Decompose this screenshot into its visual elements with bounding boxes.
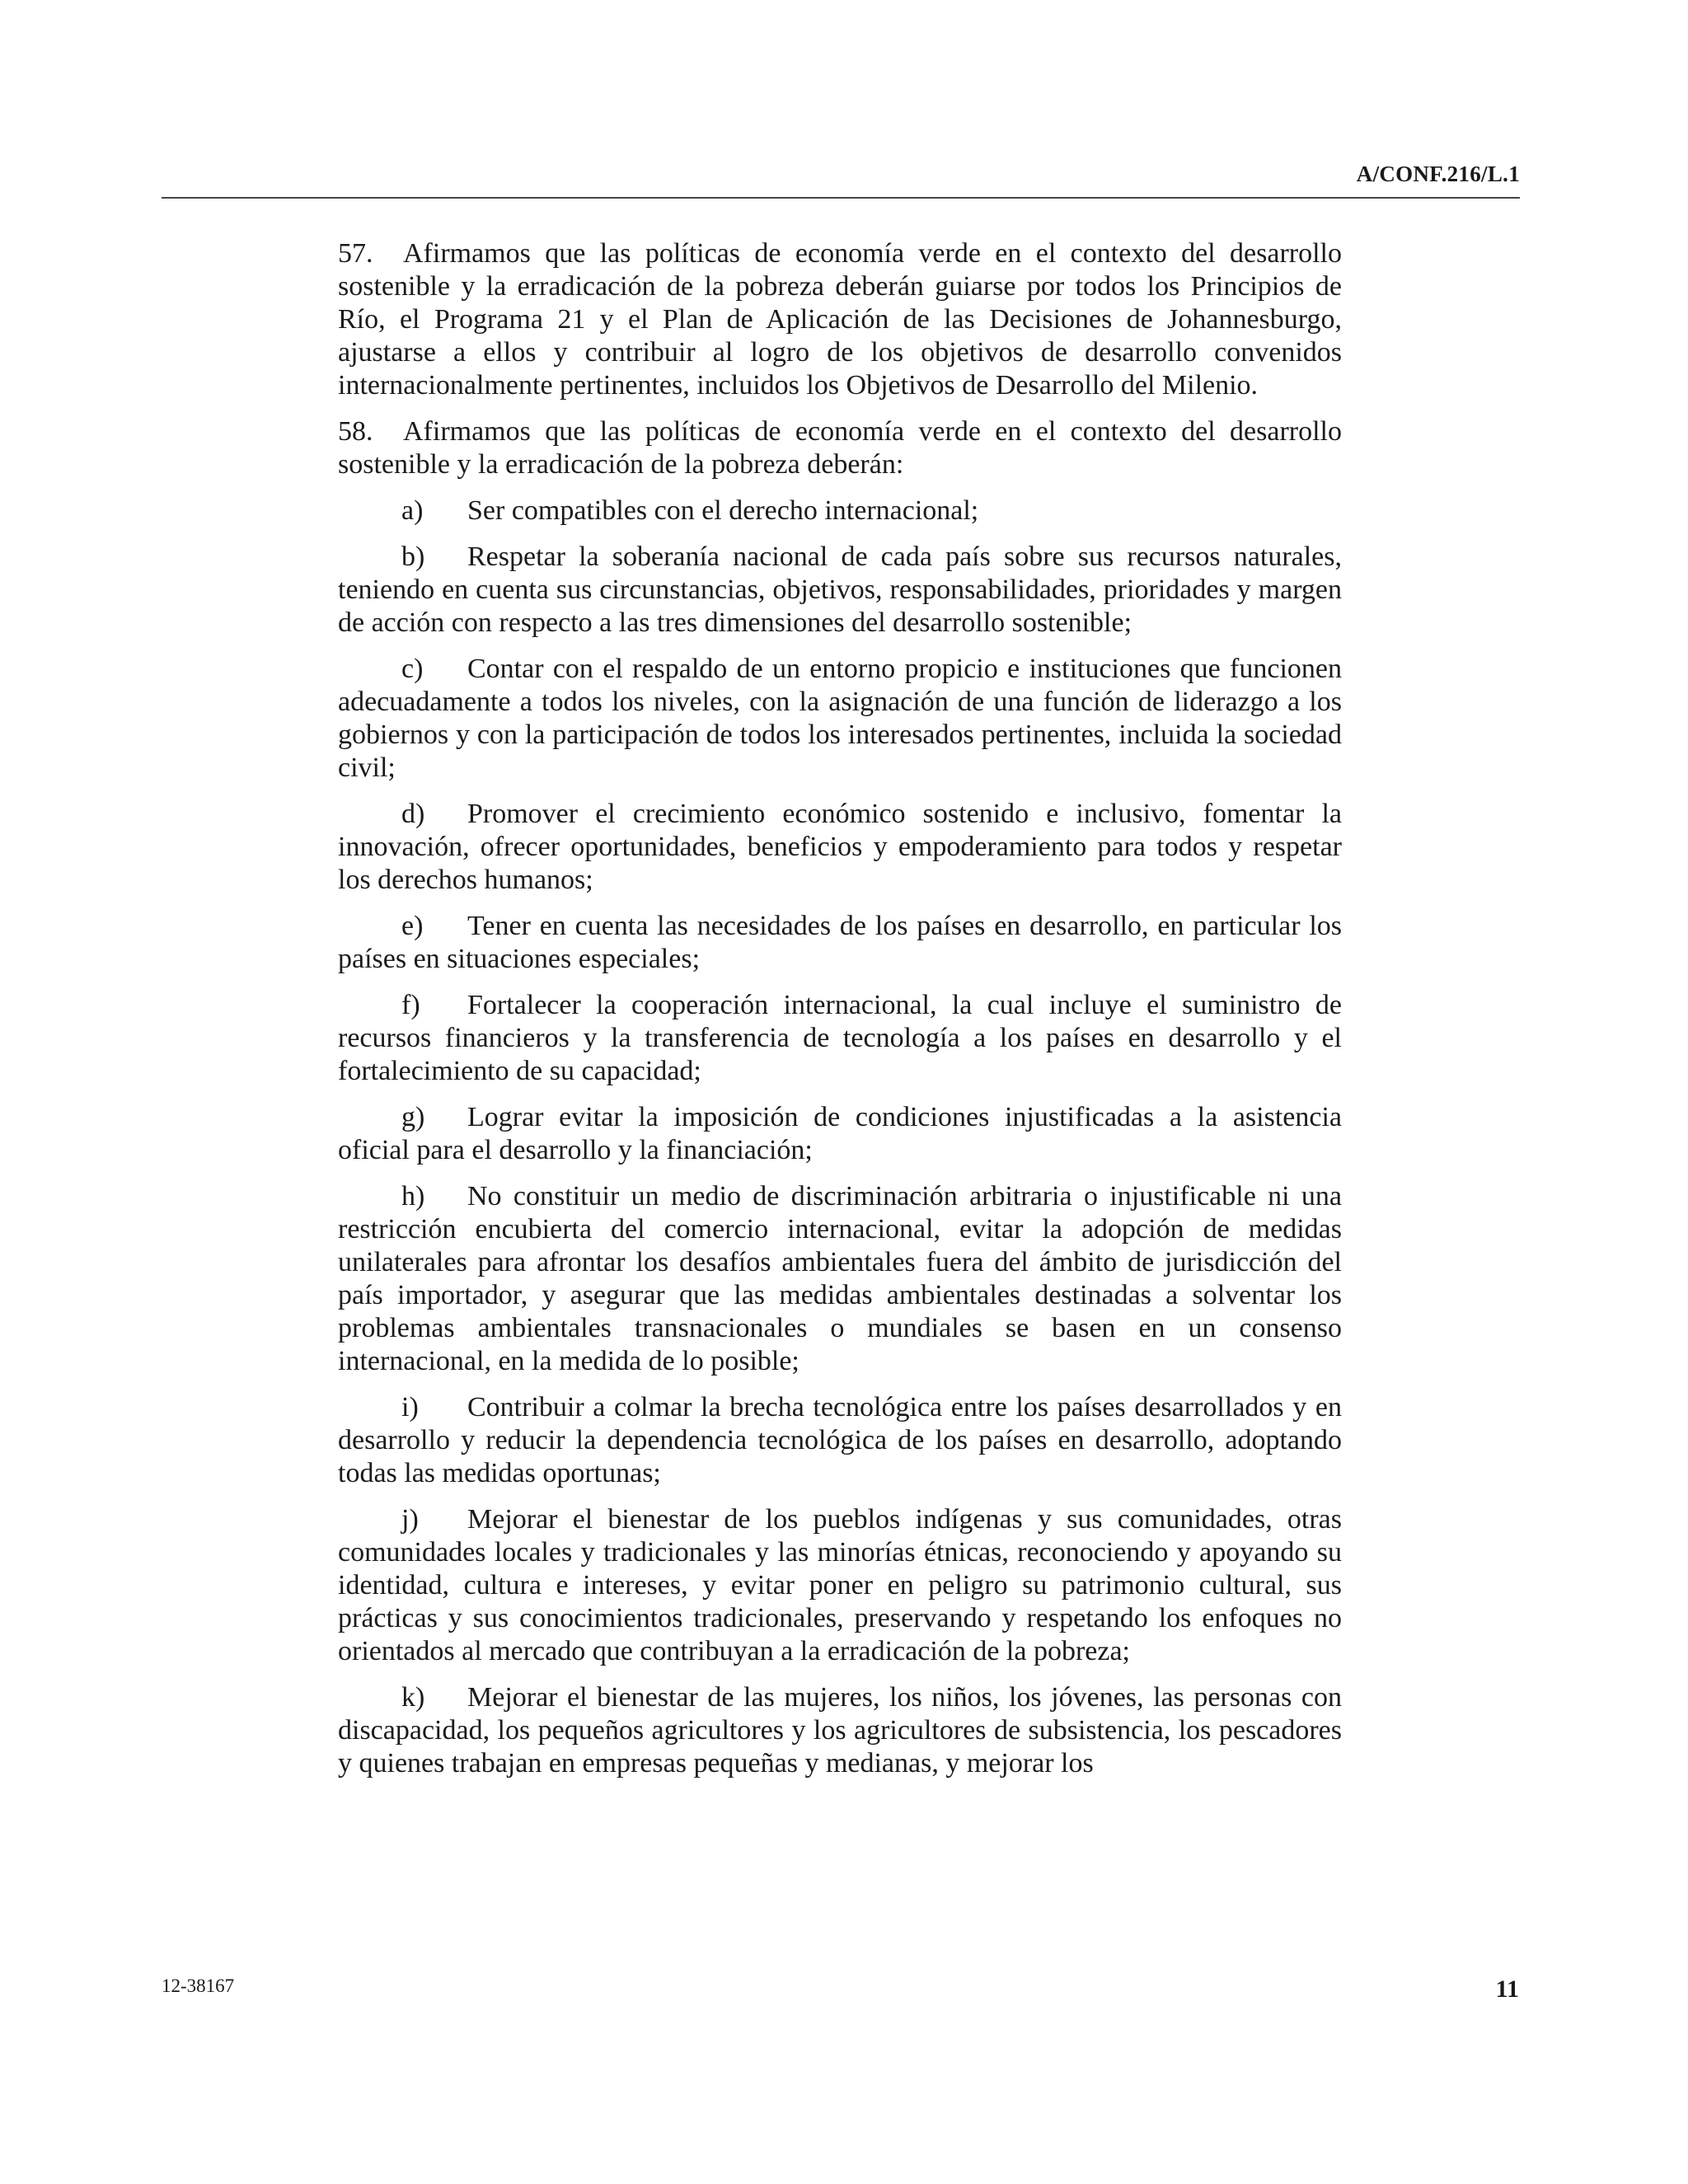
page-number: 11 xyxy=(1495,1975,1519,2003)
item-text: Respetar la soberanía nacional de cada país sobre sus recursos naturales, teniendo en cuenta sus circunstancias, objetivos, responsabilidades, prioridades y margen de acción con respecto a las tres dimensiones del desarrollo sostenible; xyxy=(338,541,1342,638)
item-letter: g) xyxy=(401,1102,425,1132)
list-item-b xyxy=(338,541,1342,640)
item-text: Mejorar el bienestar de los pueblos indígenas y sus comunidades, otras comunidades locales y tradicionales y las minorías étnicas, reconociendo y apoyando su identidad, cultura e intereses, y evitar poner en peligro su patrimonio cultural, sus prácticas y sus conocimientos tradicionales, preservando y respetando los enfoques no orientados al mercado que contribuyan a la erradicación de la pobreza; xyxy=(338,1504,1342,1666)
item-letter: b) xyxy=(401,541,425,572)
item-text: Ser compatibles con el derecho internacional; xyxy=(467,495,979,526)
list-item-k xyxy=(338,1681,1342,1780)
item-text: Promover el crecimiento económico sostenido e inclusivo, fomentar la innovación, ofrecer oportunidades, beneficios y empoderamiento para todos y respetar los derechos humanos; xyxy=(338,799,1342,895)
document-body xyxy=(338,237,1342,1793)
item-letter: h) xyxy=(401,1181,425,1212)
paragraph-text: Afirmamos que las políticas de economía verde en el contexto del desarrollo sostenible y la erradicación de la pobreza deberán: xyxy=(338,416,1342,480)
item-text: Contribuir a colmar la brecha tecnológica entre los países desarrollados y en desarrollo y reducir la dependencia tecnológica de los países en desarrollo, adoptando todas las medidas oportunas; xyxy=(338,1392,1342,1488)
list-item-j xyxy=(338,1503,1342,1668)
item-letter: c) xyxy=(401,654,424,684)
item-text: Contar con el respaldo de un entorno propicio e instituciones que funcionen adecuadamente a todos los niveles, con la asignación de una función de liderazgo a los gobiernos y con la participación de todos los interesados pertinentes, incluida la sociedad civil; xyxy=(338,654,1342,783)
document-number: 12-38167 xyxy=(162,1975,235,1996)
header-rule xyxy=(162,197,1520,199)
item-letter: d) xyxy=(401,799,425,829)
list-item-f xyxy=(338,989,1342,1088)
item-letter: f) xyxy=(401,990,420,1020)
paragraph-text: Afirmamos que las políticas de economía verde en el contexto del desarrollo sostenible y la erradicación de la pobreza deberán guiarse por todos los Principios de Río, el Programa 21 y el Plan de Aplicación de las Decisiones de Johannesburgo, ajustarse a ellos y contribuir al logro de los objetivos de desarrollo convenidos internacionalmente pertinentes, incluidos los Objetivos de Desarrollo del Milenio. xyxy=(338,238,1342,401)
item-text: Fortalecer la cooperación internacional, la cual incluye el suministro de recursos financieros y la transferencia de tecnología a los países en desarrollo y el fortalecimiento de su capacidad; xyxy=(338,990,1342,1086)
list-item-g xyxy=(338,1101,1342,1167)
item-letter: e) xyxy=(401,911,424,941)
item-text: Lograr evitar la imposición de condiciones injustificadas a la asistencia oficial para el desarrollo y la financiación; xyxy=(338,1102,1342,1165)
list-item-h xyxy=(338,1180,1342,1378)
item-letter: a) xyxy=(401,495,424,526)
paragraph-57 xyxy=(338,237,1342,402)
list-item-d xyxy=(338,798,1342,897)
list-item-a xyxy=(338,494,1342,527)
paragraph-number: 57. xyxy=(338,238,373,269)
document-symbol: A/CONF.216/L.1 xyxy=(1356,162,1520,186)
paragraph-number: 58. xyxy=(338,416,373,447)
item-letter: i) xyxy=(401,1392,419,1422)
item-letter: k) xyxy=(401,1682,425,1713)
item-letter: j) xyxy=(401,1504,419,1535)
list-item-c xyxy=(338,653,1342,785)
item-text: No constituir un medio de discriminación arbitraria o injustificable ni una restricción encubierta del comercio internacional, evitar la adopción de medidas unilaterales para afrontar los desafíos ambientales fuera del ámbito de jurisdicción del país importador, y asegurar que las medidas ambientales destinadas a solventar los problemas ambientales transnacionales o mundiales se basen en un consenso internacional, en la medida de lo posible; xyxy=(338,1181,1342,1376)
paragraph-58 xyxy=(338,415,1342,481)
item-text: Tener en cuenta las necesidades de los países en desarrollo, en particular los países en situaciones especiales; xyxy=(338,911,1342,974)
list-item-i xyxy=(338,1391,1342,1490)
item-text: Mejorar el bienestar de las mujeres, los niños, los jóvenes, las personas con discapacidad, los pequeños agricultores y los agricultores de subsistencia, los pescadores y quienes trabajan en empresas pequeñas y medianas, y mejorar los xyxy=(338,1682,1342,1779)
list-item-e xyxy=(338,910,1342,976)
